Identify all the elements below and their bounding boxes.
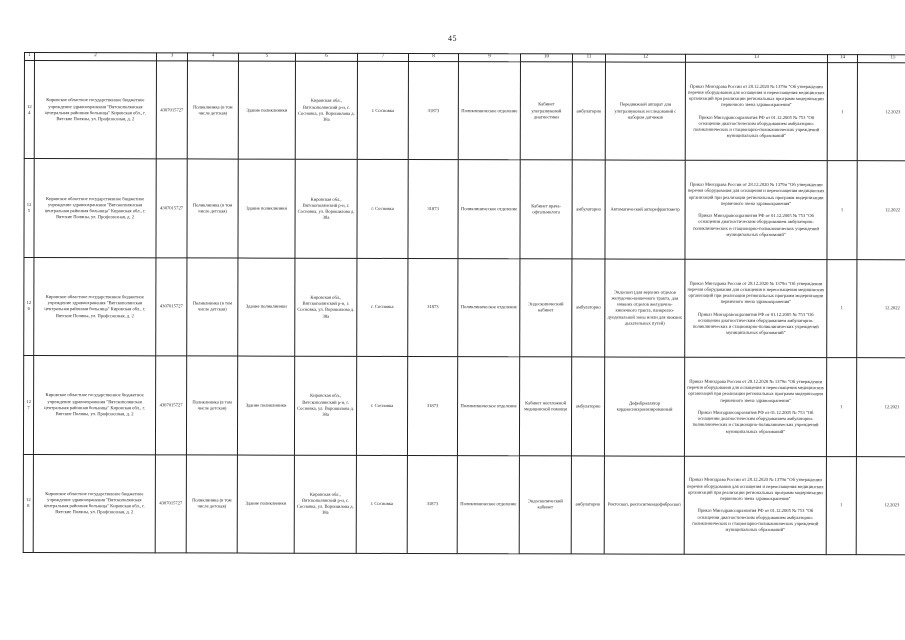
column-number: 8 [408,54,458,62]
legal-basis-cell: Приказ Минздрава России от 28.12.2020 № 1379н "Об утверждении перечня оборудования для оснащения и переоснащения медицинских организаций при реализации региональных программ модернизации первичного звена здравоохранения" Приказ Минздравсоцразвития РФ от 01.12.2005 № 753 "Об оснащении диагностическим оборудованием амбулаторно-поликлинических и стационарно-поликлинических учреждений муниципальных образований" [685,161,827,260]
cabinet-name-cell: Кабинет врача-офтальмолога [520,160,572,259]
column-number: 9 [458,54,520,62]
column-number: 1 [24,53,34,61]
column-number: 11 [572,54,605,62]
row-number-cell: 127 [23,356,33,454]
organization-name-cell: Кировское областное государственное бюджетное учреждение здравоохранения "Вятскополянская центральная районная больница" Кировская обл., г. Вятские Поляны, ул. Профсоюзная, д. 2 [34,159,156,258]
organization-name-cell: Кировское областное государственное бюджетное учреждение здравоохранения "Вятскополянская центральная районная больница" Кировская обл., г. Вятские Поляны, ул. Профсоюзная, д. 2 [34,257,156,356]
inn-code-cell: 4307015727 [156,159,187,257]
equipment-name-cell: Передвижной аппарат для ультразвуковых исследований с набором датчиков [605,62,685,161]
locality-cell: г. Сосновка [357,258,408,357]
row-number-cell: 128 [23,454,33,552]
cabinet-name-cell: Эндоскопический кабинет [519,455,571,554]
quantity-cell: 1 [827,63,857,161]
locality-cell: г. Сосновка [357,160,408,259]
inn-code-cell: 4307015727 [155,454,186,552]
department-cell: Поликлиническое отделение [458,62,520,161]
facility-type-cell: Поликлиника (в том числе детская) [186,454,237,553]
cabinet-name-cell: Кабинет ультразвуковой диагностики [520,62,572,161]
table-row [23,356,905,457]
row-number-cell: 124 [24,61,34,159]
department-cell: Поликлиническое отделение [457,357,519,456]
quantity-cell: 1 [827,259,857,357]
quantity-cell: 1 [826,456,856,554]
legal-basis-cell: Приказ Минздрава России от 28.12.2020 № 1379н "Об утверждении перечня оборудования для оснащения и переоснащения медицинских организаций при реализации региональных программ модернизации первичного звена здравоохранения" Приказ Минздравсоцразвития РФ от 01.12.2005 № 753 "Об оснащении диагностическим оборудованием амбулаторно-поликлинических и стационарно-поликлинических учреждений муниципальных образований" [685,62,827,161]
inn-code-cell: 4307015727 [155,356,186,454]
facility-address-cell: Кировская обл., Вятскополянский р-н, г. Сосновка, ул. Ворошилова д. 38а [295,258,357,357]
facility-type-cell: Поликлиника (в том числе детская) [187,159,238,258]
legal-basis-cell: Приказ Минздрава России от 28.12.2020 № 1379н "Об утверждении перечня оборудования для оснащения и переоснащения медицинских организаций при реализации региональных программ модернизации первичного звена здравоохранения" Приказ Минздравсоцразвития РФ от 01.12.2005 № 753 "Об оснащении диагностическим оборудованием амбулаторно-поликлинических и стационарно-поликлинических учреждений муниципальных образований" [685,259,827,358]
locality-cell: г. Сосновка [356,357,407,456]
organization-name-cell: Кировское областное государственное бюджетное учреждение здравоохранения "Вятскополянская центральная районная больница" Кировская обл., г. Вятские Поляны, ул. Профсоюзная, д. 2 [34,61,156,160]
building-name-cell: Здание поликлиники [238,159,295,258]
equipment-name-cell: Ректоскоп, ректосигмоидофиброскоп [604,456,684,555]
quantity-cell: 1 [827,161,857,259]
column-number: 4 [187,53,238,61]
column-number: 14 [827,55,857,63]
locality-cell: г. Сосновка [356,455,407,554]
row-number-cell: 125 [24,159,34,257]
building-name-cell: Здание поликлиники [237,455,294,554]
delivery-date-cell: 12.2022 [857,259,905,358]
delivery-date-cell: 12.2021 [856,358,905,457]
care-type-cell: амбулаторно [572,62,605,160]
locality-code-cell: 31873 [408,258,458,357]
table-row [24,159,905,260]
department-cell: Поликлиническое отделение [458,160,520,259]
table-row [24,61,905,162]
table-row [24,257,905,358]
legal-basis-cell: Приказ Минздрава России от 28.12.2020 № 1379н "Об утверждении перечня оборудования для оснащения и переоснащения медицинских организаций при реализации региональных программ модернизации первичного звена здравоохранения" Приказ Минздравсоцразвития РФ от 01.12.2005 № 753 "Об оснащении диагностическим оборудованием амбулаторно-поликлинических и стационарно-поликлинических учреждений муниципальных образований" [684,456,826,555]
organization-name-cell: Кировское областное государственное бюджетное учреждение здравоохранения "Вятскополянская центральная районная больница" Кировская обл., г. Вятские Поляны, ул. Профсоюзная, д. 2 [33,356,155,455]
column-number: 3 [156,53,187,61]
equipment-name-cell: Эндоскоп (для верхних отделов желудочно-кишечного тракта, для нижних отделов желудочно-кишечного тракта, панкреато-дуоденальной зоны и/или для нижних дыхательных путей) [605,259,685,358]
column-number: 5 [238,53,295,61]
care-type-cell: амбулаторно [571,357,604,455]
building-name-cell: Здание поликлиники [238,61,295,160]
delivery-date-cell: 12.2023 [857,63,905,162]
facility-type-cell: Поликлиника (в том числе детская) [186,356,237,455]
column-number: 10 [520,54,572,62]
equipment-name-cell: Автоматический авторефрактометр [605,160,685,259]
registry-body [23,61,905,555]
row-number-cell: 126 [24,257,34,355]
cabinet-name-cell: Кабинет неотложной медицинской помощи [519,357,571,456]
equipment-name-cell: Дефибриллятор кардиосинхронизированный [604,357,684,456]
care-type-cell: амбулаторно [572,160,605,258]
facility-type-cell: Поликлиника (в том числе детская) [187,258,238,357]
quantity-cell: 1 [826,358,856,456]
delivery-date-cell: 12.2022 [857,161,905,260]
delivery-date-cell: 12.2023 [856,456,905,555]
department-cell: Поликлиническое отделение [457,455,519,554]
locality-cell: г. Сосновка [357,61,408,160]
legal-basis-cell: Приказ Минздрава России от 28.12.2020 № 1379н "Об утверждении перечня оборудования для оснащения и переоснащения медицинских организаций при реализации региональных программ модернизации первичного звена здравоохранения" Приказ Минздравсоцразвития РФ от 01.12.2005 № 753 "Об оснащении диагностическим оборудованием амбулаторно-поликлинических и стационарно-поликлинических учреждений муниципальных образований" [684,357,826,456]
organization-name-cell: Кировское областное государственное бюджетное учреждение здравоохранения "Вятскополянская центральная районная больница" Кировская обл., г. Вятские Поляны, ул. Профсоюзная, д. 2 [33,454,155,553]
page-number: 45 [448,34,457,43]
locality-code-cell: 31873 [408,160,458,259]
facility-address-cell: Кировская обл., Вятскополянский р-н, г. Сосновка, ул. Ворошилова д. 38а [294,455,356,554]
care-type-cell: амбулаторно [572,259,605,357]
table-row [23,454,905,555]
facility-address-cell: Кировская обл., Вятскополянский р-н, г. Сосновка, ул. Ворошилова д. 38а [295,61,357,160]
building-name-cell: Здание поликлиники [238,258,295,357]
department-cell: Поликлиническое отделение [458,258,520,357]
column-number: 7 [357,53,408,61]
facility-address-cell: Кировская обл., Вятскополянский р-н, г. Сосновка, ул. Ворошилова д. 38а [294,356,356,455]
equipment-registry-table [23,52,905,555]
facility-address-cell: Кировская обл., Вятскополянский р-н, г. Сосновка, ул. Ворошилова д. 38а [295,160,357,259]
column-number: 15 [857,55,905,63]
care-type-cell: амбулаторно [571,455,604,553]
column-number: 12 [605,54,685,62]
locality-code-cell: 31873 [408,62,458,161]
locality-code-cell: 31873 [407,455,457,554]
facility-type-cell: Поликлиника (в том числе детская) [187,61,238,160]
column-number: 13 [685,54,827,62]
building-name-cell: Здание поликлиники [237,356,294,455]
column-number: 2 [34,53,156,61]
cabinet-name-cell: Эндоскопический кабинет [520,259,572,358]
column-number: 6 [295,53,357,61]
inn-code-cell: 4307015727 [156,258,187,356]
inn-code-cell: 4307015727 [156,61,187,159]
locality-code-cell: 31873 [407,357,457,456]
